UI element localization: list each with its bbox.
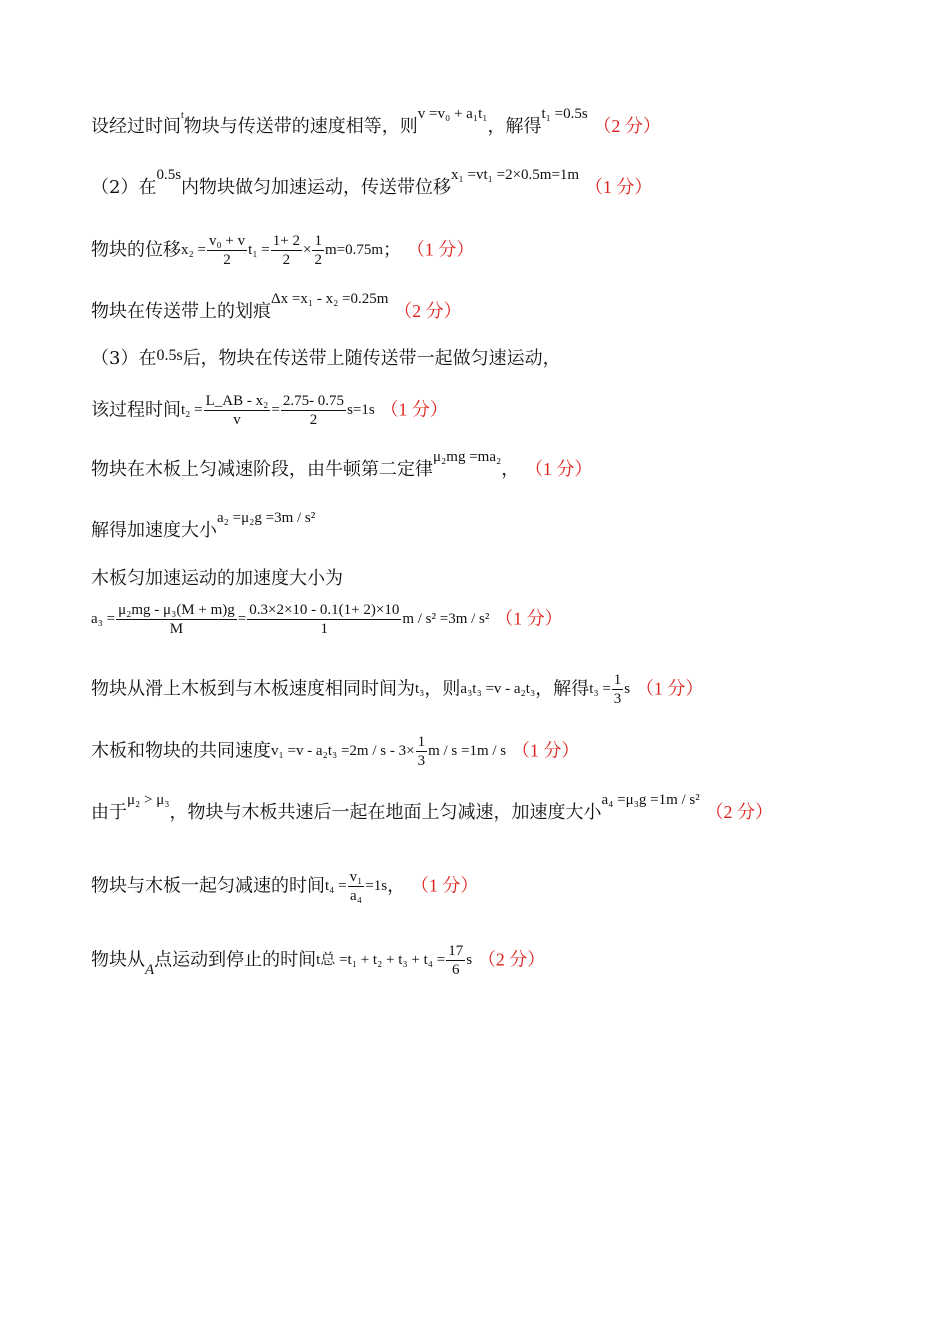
numerator: L_AB - x₂ <box>205 393 269 409</box>
text: 解得加速度大小 <box>91 520 217 541</box>
math-newton: μ₂mg =ma₂ <box>433 449 502 465</box>
score: （1 分） <box>524 459 593 479</box>
denominator: 2 <box>314 252 322 268</box>
text: 设经过时间 <box>91 116 181 137</box>
line-9 <box>91 570 343 588</box>
numerator: v₁ <box>349 869 363 885</box>
fraction <box>116 601 237 638</box>
score: （1 分） <box>584 177 653 197</box>
denominator: 3 <box>417 753 426 769</box>
math: t₃ = <box>589 681 611 697</box>
fraction <box>612 671 624 708</box>
fraction <box>204 392 271 429</box>
score: （1 分） <box>495 608 563 629</box>
numerator: 1 <box>417 734 426 750</box>
score: （1 分） <box>406 239 475 260</box>
score: （1 分） <box>410 875 479 896</box>
line-14 <box>91 868 478 905</box>
text: 后，物块在传送带上随传送带一起做匀速运动， <box>182 348 561 369</box>
fraction <box>446 942 465 979</box>
text: ， <box>387 875 406 897</box>
text: 物块从滑上木板到与木板速度相同时间为 <box>91 678 415 700</box>
denominator: 2 <box>309 412 318 428</box>
math: x₂ = <box>181 242 206 258</box>
text: ，物块与木板共速后一起在地面上匀减速，加速度大小 <box>169 802 602 823</box>
line-11 <box>91 671 703 708</box>
line-12 <box>91 733 579 770</box>
text: 该过程时间 <box>91 399 181 421</box>
math: m / s² =3m / s² <box>402 611 490 627</box>
denominator: 6 <box>451 962 460 978</box>
math: = <box>271 402 280 418</box>
denominator: v <box>233 412 241 428</box>
fraction <box>312 232 324 269</box>
line-1 <box>91 106 661 137</box>
fraction <box>281 392 346 429</box>
math: a₃ = <box>91 611 116 627</box>
text: （2）在 <box>91 177 157 198</box>
text: ，解得 <box>535 678 590 700</box>
fraction <box>416 733 428 770</box>
math: × <box>302 242 312 258</box>
score: （2 分） <box>394 301 462 321</box>
fraction <box>247 601 401 638</box>
text: 物块在传送带上的划痕 <box>91 301 271 322</box>
math-belt-displacement: x₁ =vt₁ =2×0.5m=1m <box>451 167 580 183</box>
math: a₃t₃ =v - a₂t₃ <box>460 681 536 697</box>
math: t₃ <box>415 681 425 697</box>
math: t₄ = <box>325 878 347 894</box>
math-result: t₁ =0.5s <box>541 106 588 122</box>
numerator: 1 <box>613 672 622 688</box>
score: （1 分） <box>635 678 704 699</box>
score: （1 分） <box>380 399 448 420</box>
line-3 <box>91 232 474 269</box>
text: 物块在木板上匀减速阶段，由牛顿第二定律 <box>91 459 433 480</box>
fraction <box>207 232 247 269</box>
text: 物块与传送带的速度相等，则 <box>183 116 418 137</box>
denominator: 1 <box>320 621 329 637</box>
math-friction-compare: μ₂ > μ₃ <box>127 792 170 808</box>
text: 木板匀加速运动的加速度大小为 <box>91 568 343 589</box>
math: t₂ = <box>181 402 203 418</box>
text: 内物块做匀加速运动，传送带位移 <box>181 177 452 198</box>
numerator: 2.75- 0.75 <box>282 393 345 409</box>
numerator: 1+ 2 <box>272 233 300 249</box>
math-velocity-eq: v =v₀ + a₁t₁ <box>417 106 488 122</box>
text: ，解得 <box>487 116 542 137</box>
text: 物块与木板一起匀减速的时间 <box>91 875 325 897</box>
numerator: 0.3×2×10 - 0.1(1+ 2)×10 <box>249 602 400 618</box>
text: 物块的位移 <box>91 239 181 261</box>
numerator: μ₂mg - μ₃(M + m)g <box>118 602 235 618</box>
math-acceleration: a₄ =μ₃g =1m / s² <box>601 792 700 808</box>
line-10 <box>91 601 563 638</box>
score: （2 分） <box>593 116 661 136</box>
denominator: 2 <box>282 252 291 268</box>
denominator: a₄ <box>350 888 362 904</box>
math: = <box>237 611 247 627</box>
text: 物块从 <box>91 949 145 971</box>
text: 木板和物块的共同速度 <box>91 740 271 762</box>
line-15 <box>91 942 545 979</box>
math-t1: t <box>181 110 184 121</box>
text: 点运动到停止的时间 <box>154 949 317 971</box>
math-acceleration: a₂ =μ₂g =3m / s² <box>217 510 316 526</box>
score: （2 分） <box>477 949 546 970</box>
math-point-a: A <box>145 962 155 978</box>
math: s <box>466 952 473 968</box>
numerator: 1 <box>314 233 322 249</box>
math: s <box>624 681 631 697</box>
math: t₁ = <box>248 242 270 258</box>
text: ； <box>383 239 401 261</box>
denominator: 3 <box>613 691 622 707</box>
score: （2 分） <box>705 802 773 822</box>
math-time: 0.5s <box>156 167 182 183</box>
math-time: 0.5s <box>156 347 183 364</box>
math: =1s <box>365 878 388 894</box>
math: m=0.75m <box>324 242 383 258</box>
line-6 <box>91 392 448 429</box>
denominator: 2 <box>223 252 231 268</box>
text: 由于 <box>91 802 127 823</box>
math: t总 =t₁ + t₂ + t₃ + t₄ = <box>316 952 446 968</box>
numerator: v₀ + v <box>208 233 246 249</box>
line-5 <box>91 347 561 369</box>
score: （1 分） <box>511 740 580 761</box>
text: ，则 <box>424 678 461 700</box>
denominator: M <box>169 621 184 637</box>
math: v₁ =v - a₂t₃ =2m / s - 3× <box>271 743 415 759</box>
fraction <box>271 232 302 269</box>
math-scratch: Δx =x₁ - x₂ =0.25m <box>271 291 389 307</box>
fraction <box>348 868 365 905</box>
math: m / s =1m / s <box>428 743 507 759</box>
numerator: 17 <box>448 943 464 959</box>
text: ， <box>501 459 520 480</box>
math: s=1s <box>347 402 375 418</box>
text: （3）在 <box>91 348 157 369</box>
